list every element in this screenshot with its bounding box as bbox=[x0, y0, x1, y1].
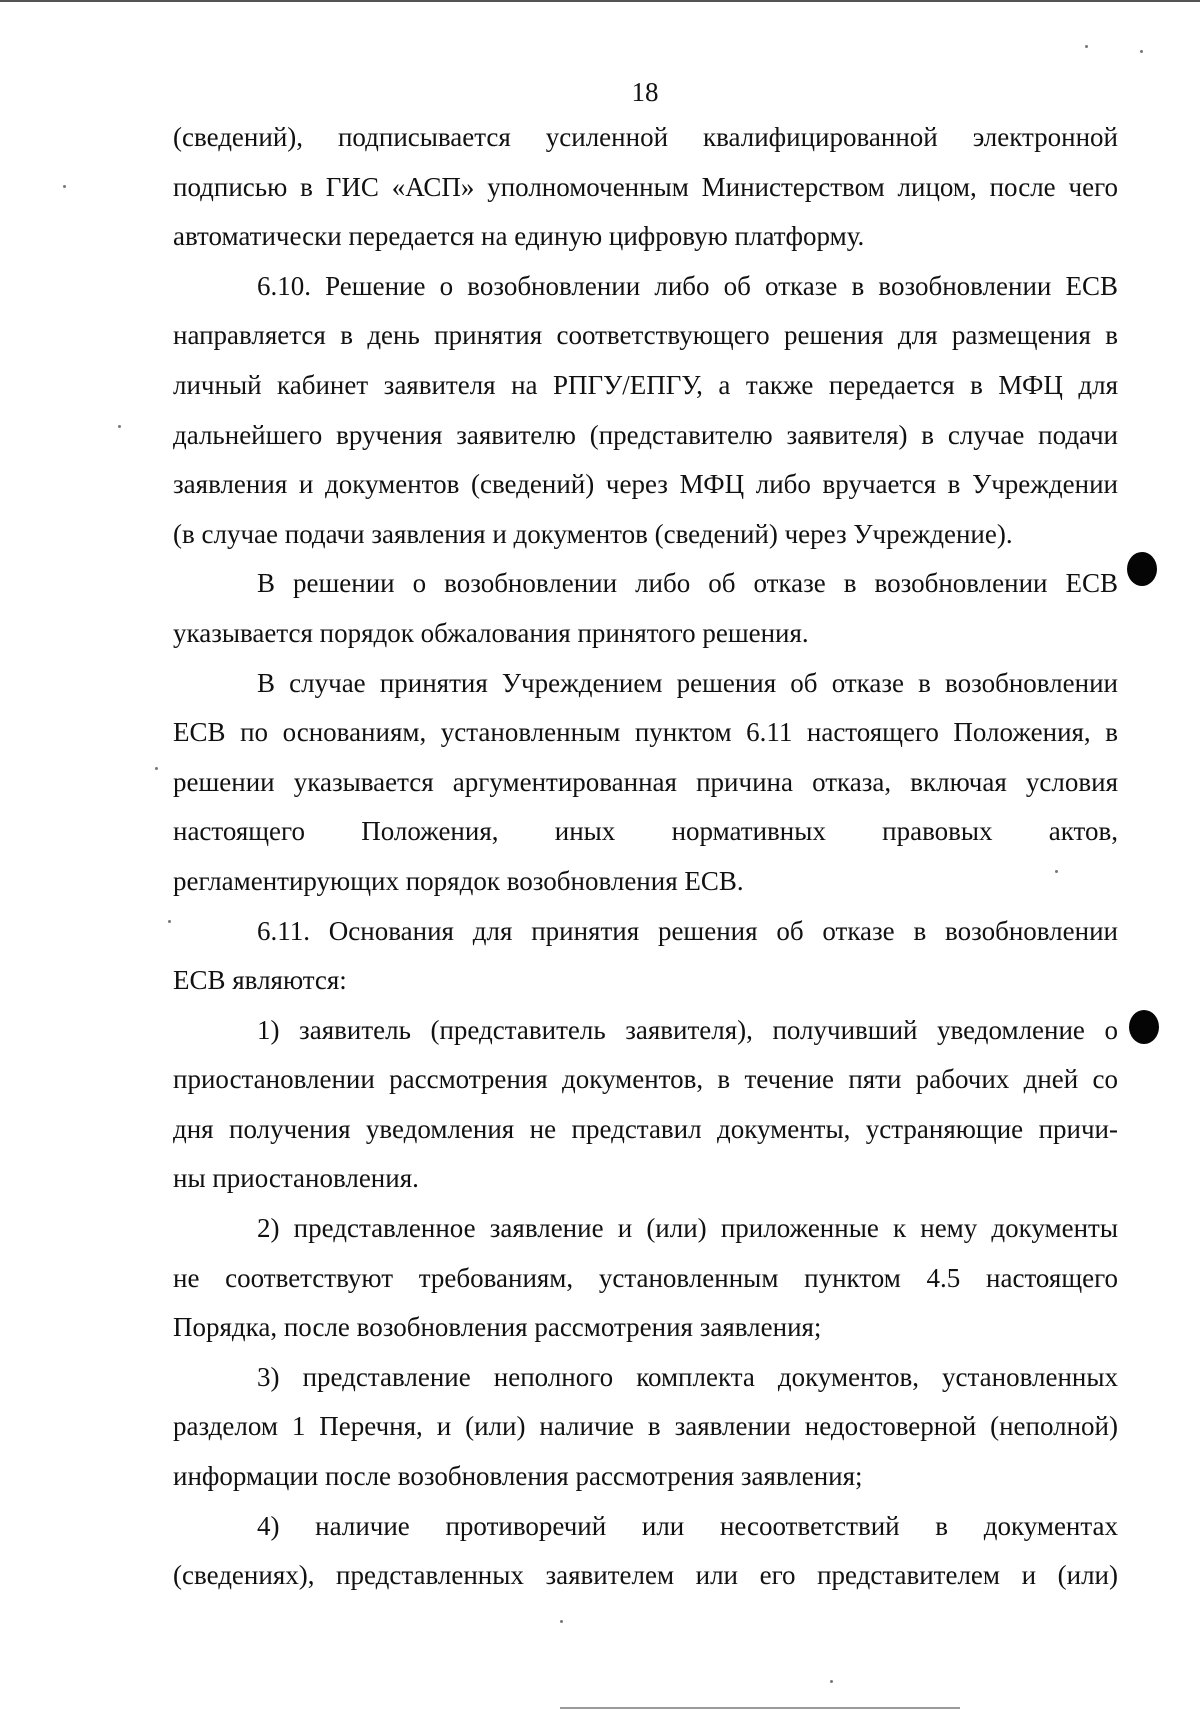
list-item-4 bbox=[173, 1502, 1118, 1601]
scan-speck bbox=[560, 1620, 563, 1623]
text-line: 6.10. Решение о возобновлении либо об отказе в возобновлении ЕСВ bbox=[257, 270, 1118, 301]
paragraph-6-10 bbox=[173, 262, 1118, 560]
text-line: В случае принятия Учреждением решения об отказе в возобновлении bbox=[257, 667, 1118, 698]
text-line: 6.11. Основания для принятия решения об отказе в возобновлении bbox=[257, 915, 1118, 946]
text-line: не соответствуют требованиям, установленным пунктом 4.5 настоящего bbox=[173, 1262, 1118, 1293]
text-line: подписью в ГИС «АСП» уполномоченным Министерством лицом, после чего bbox=[173, 171, 1118, 202]
text-line: 2) представленное заявление и (или) приложенные к нему документы bbox=[257, 1213, 1118, 1244]
text-line: разделом 1 Перечня, и (или) наличие в заявлении недостоверной (неполной) bbox=[173, 1411, 1118, 1442]
top-scan-edge bbox=[0, 0, 1200, 2]
text-line: регламентирующих порядок возобновления ЕСВ. bbox=[173, 865, 744, 896]
scan-speck bbox=[830, 1680, 833, 1683]
scan-speck bbox=[168, 920, 171, 923]
text-line: ЕСВ по основаниям, установленным пунктом 6.11 настоящего Положения, в bbox=[173, 717, 1118, 748]
scan-speck bbox=[1055, 870, 1058, 873]
page-number: 18 bbox=[631, 77, 659, 107]
text-line: ны приостановления. bbox=[173, 1163, 419, 1194]
text-line: 4) наличие противоречий или несоответствий в документах bbox=[257, 1510, 1118, 1541]
scan-speck bbox=[155, 767, 158, 770]
text-line: (сведений), подписывается усиленной квалифицированной электронной bbox=[173, 122, 1118, 152]
text-line: В решении о возобновлении либо об отказе в возобновлении ЕСВ bbox=[257, 568, 1118, 599]
text-line: ЕСВ являются: bbox=[173, 965, 347, 996]
text-line: автоматически передается на единую цифровую платформу. bbox=[173, 221, 865, 252]
text-line: 1) заявитель (представитель заявителя), получивший уведомление о bbox=[257, 1014, 1118, 1045]
scan-dot-mark bbox=[1129, 1010, 1159, 1044]
text-line: дня получения уведомления не представил документы, устраняющие причи- bbox=[173, 1113, 1118, 1144]
text-line: Порядка, после возобновления рассмотрения заявления; bbox=[173, 1312, 822, 1343]
scan-speck bbox=[63, 185, 66, 188]
text-line: решении указывается аргументированная причина отказа, включая условия bbox=[173, 766, 1118, 797]
list-item-3 bbox=[173, 1353, 1118, 1502]
text-line: настоящего Положения, иных нормативных правовых актов, bbox=[173, 816, 1118, 847]
paragraph-refusal-reason bbox=[173, 659, 1118, 907]
list-item-2 bbox=[173, 1204, 1118, 1353]
bottom-scan-edge bbox=[560, 1707, 960, 1709]
paragraph-appeal-order bbox=[173, 559, 1118, 658]
text-line: дальнейшего вручения заявителю (представителю заявителя) в случае подачи bbox=[173, 419, 1118, 450]
scan-speck bbox=[1140, 50, 1143, 53]
paragraph-continuation bbox=[173, 113, 1118, 262]
text-line: информации после возобновления рассмотрения заявления; bbox=[173, 1461, 863, 1492]
text-line: направляется в день принятия соответствующего решения для размещения в bbox=[173, 320, 1118, 351]
scan-speck bbox=[1085, 45, 1088, 48]
scan-dot-mark bbox=[1127, 552, 1157, 586]
text-line: (в случае подачи заявления и документов (сведений) через Учреждение). bbox=[173, 518, 1013, 549]
text-line: (сведениях), представленных заявителем или его представителем и (или) bbox=[173, 1560, 1118, 1591]
text-line: указывается порядок обжалования принятого решения. bbox=[173, 617, 809, 648]
text-line: заявления и документов (сведений) через МФЦ либо вручается в Учреждении bbox=[173, 469, 1118, 500]
list-item-1 bbox=[173, 1006, 1118, 1204]
scan-speck bbox=[118, 425, 121, 428]
paragraph-6-11 bbox=[173, 907, 1118, 1006]
text-line: личный кабинет заявителя на РПГУ/ЕПГУ, а также передается в МФЦ для bbox=[173, 369, 1118, 400]
text-line: 3) представление неполного комплекта документов, установленных bbox=[257, 1361, 1118, 1392]
document-body bbox=[173, 113, 1118, 1601]
text-line: приостановлении рассмотрения документов, в течение пяти рабочих дней со bbox=[173, 1064, 1118, 1095]
